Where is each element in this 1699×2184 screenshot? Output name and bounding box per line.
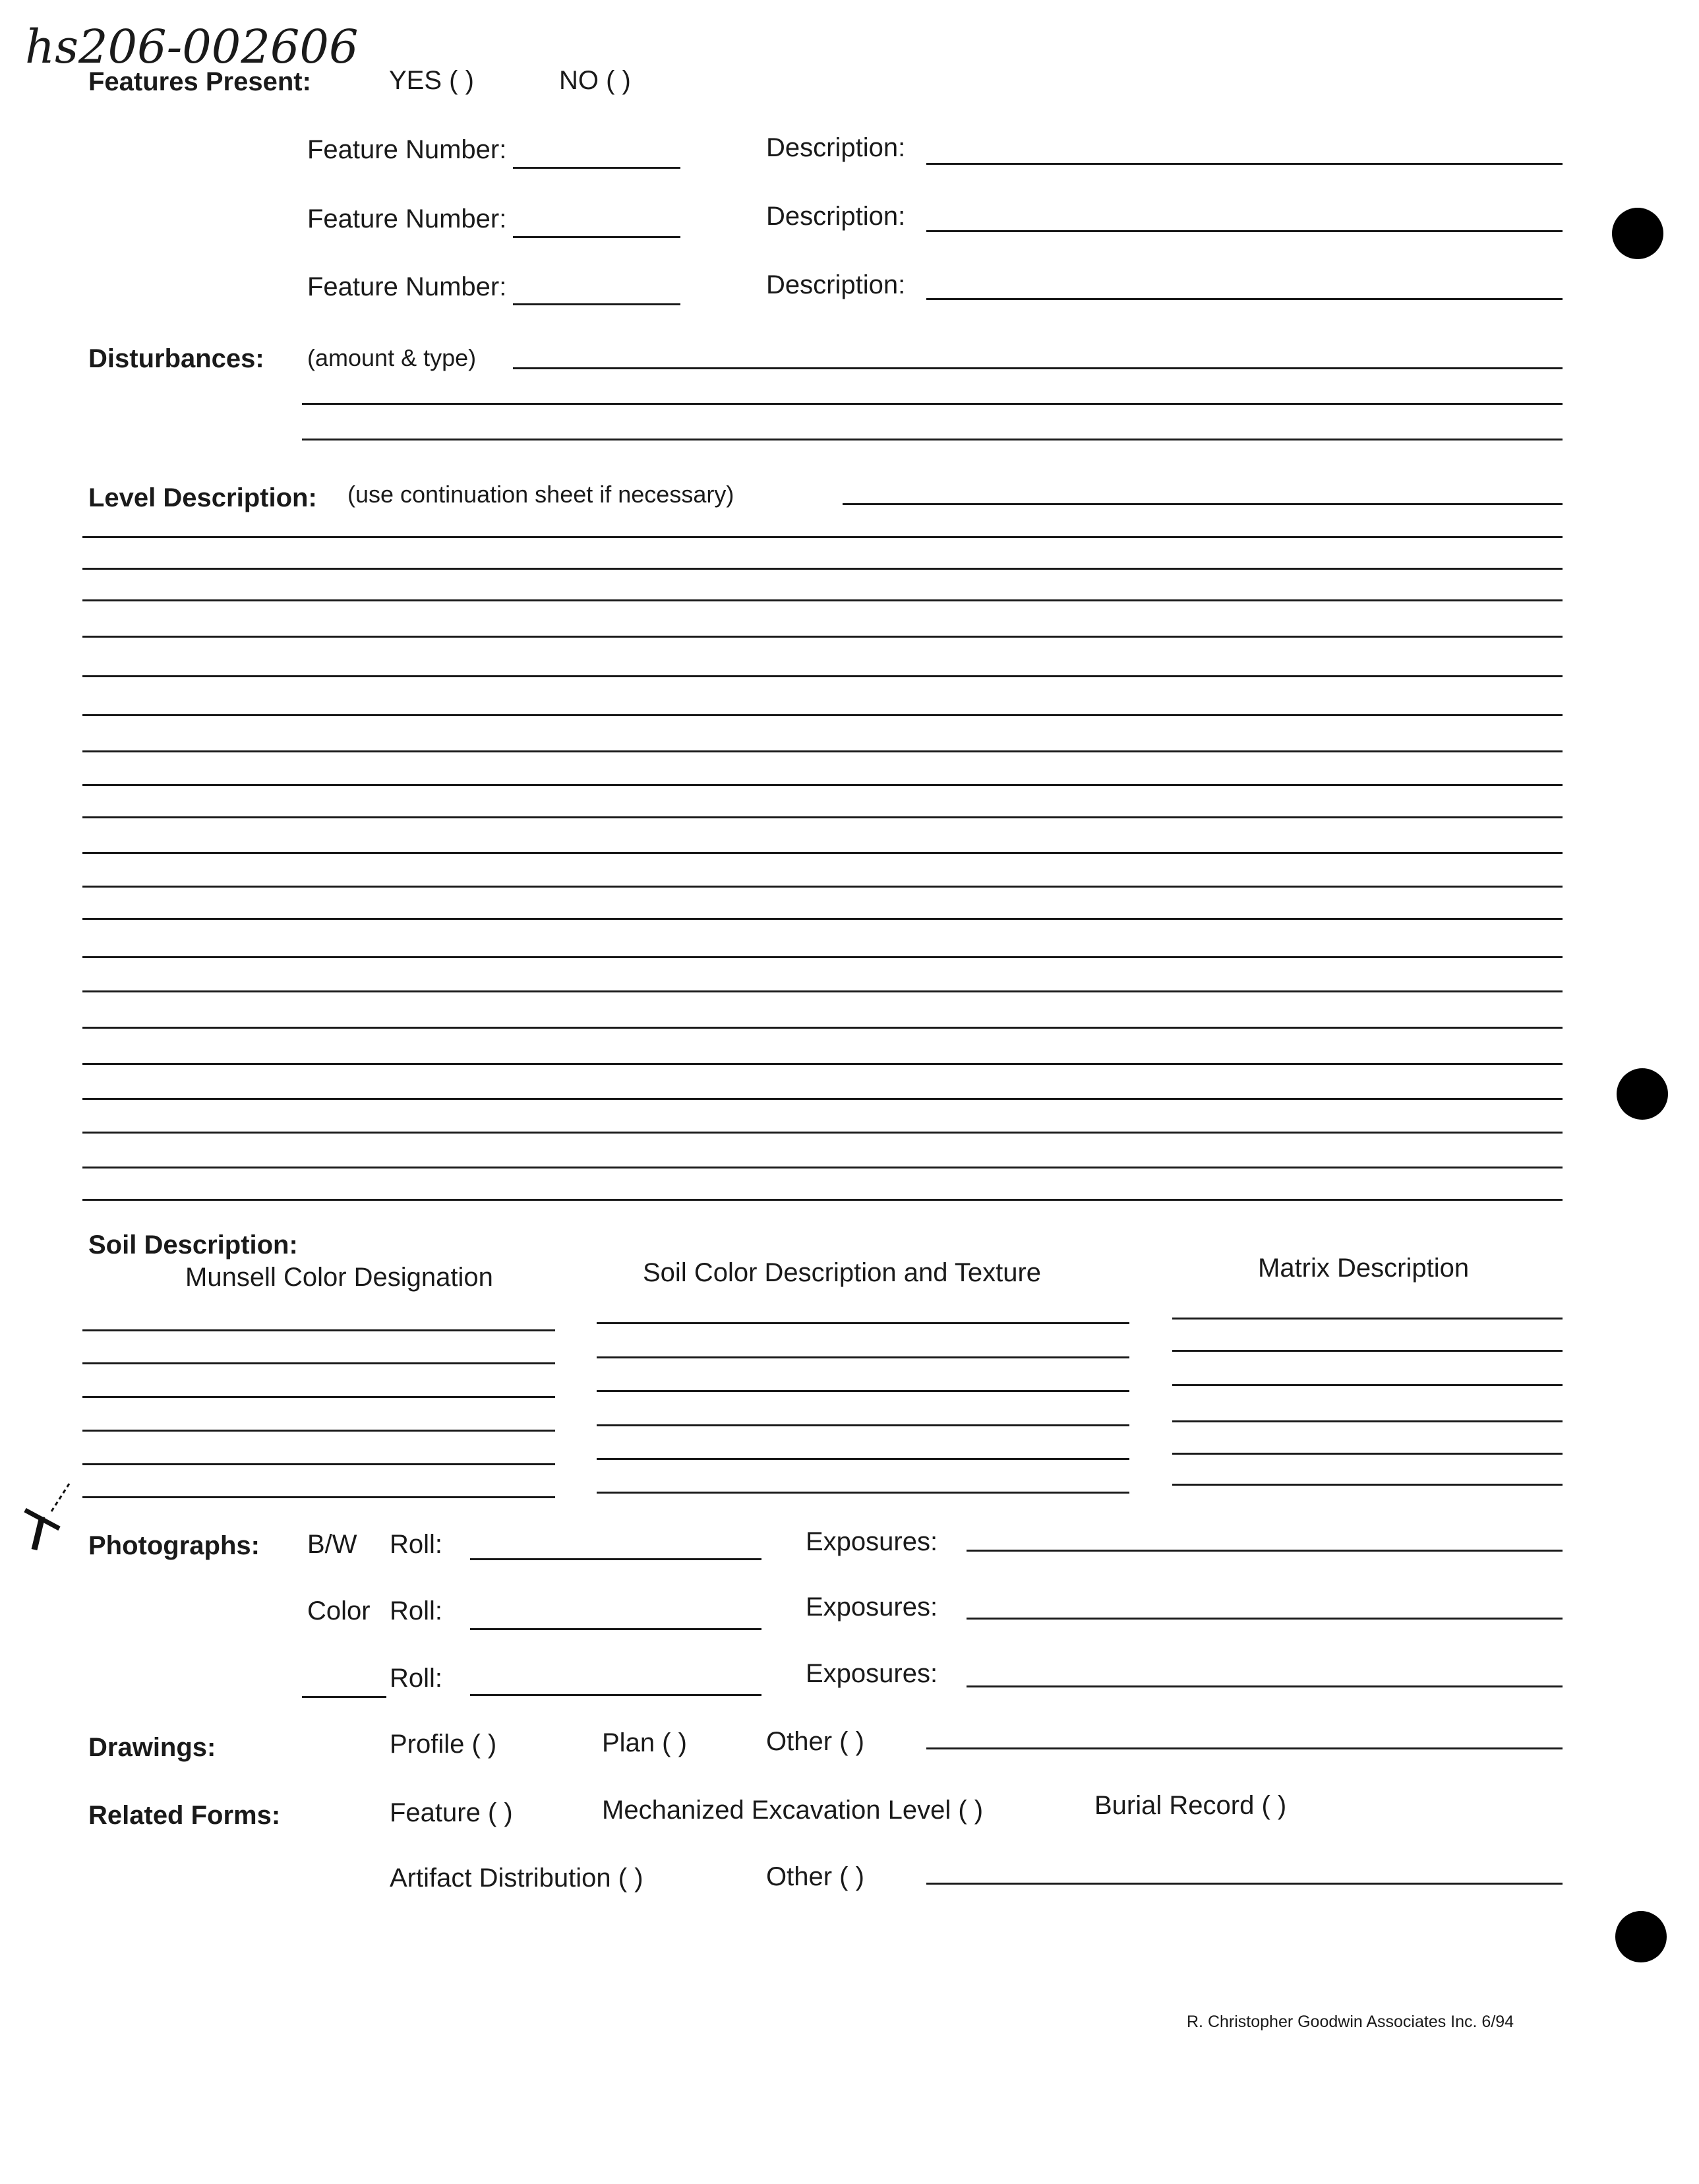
level-description-line[interactable] (82, 1063, 1563, 1065)
matrix-line[interactable] (1172, 1350, 1563, 1352)
features-yes-option[interactable]: YES ( ) (389, 66, 474, 95)
soil-column-matrix: Matrix Description (1258, 1254, 1470, 1283)
level-description-line[interactable] (82, 536, 1563, 538)
level-description-line[interactable] (82, 568, 1563, 570)
level-description-line[interactable] (82, 1132, 1563, 1134)
photographs-label: Photographs: (88, 1531, 260, 1560)
related-other-field[interactable] (926, 1883, 1563, 1885)
photo-roll-field-2[interactable] (470, 1628, 761, 1630)
level-description-line[interactable] (82, 852, 1563, 854)
munsell-line[interactable] (82, 1362, 555, 1364)
description-field-1[interactable] (926, 163, 1563, 165)
soil-color-line[interactable] (597, 1356, 1129, 1358)
level-description-line[interactable] (82, 816, 1563, 818)
level-description-line[interactable] (82, 1167, 1563, 1168)
level-description-line[interactable] (82, 956, 1563, 958)
drawings-profile-option[interactable]: Profile ( ) (390, 1730, 497, 1759)
level-description-line[interactable] (82, 599, 1563, 601)
level-description-line[interactable] (82, 714, 1563, 716)
matrix-line[interactable] (1172, 1384, 1563, 1386)
level-description-line[interactable] (82, 990, 1563, 992)
punch-hole-middle (1617, 1068, 1668, 1120)
photo-exposures-field-2[interactable] (967, 1618, 1563, 1620)
photo-exposures-label-1: Exposures: (806, 1527, 938, 1556)
soil-color-line[interactable] (597, 1492, 1129, 1494)
level-description-line[interactable] (82, 886, 1563, 888)
photo-roll-field-1[interactable] (470, 1558, 761, 1560)
photo-type-field-3[interactable] (302, 1696, 386, 1698)
level-description-hint: (use continuation sheet if necessary) (347, 481, 734, 508)
level-description-line[interactable] (82, 784, 1563, 786)
feature-number-label-3: Feature Number: (307, 272, 507, 301)
features-no-option[interactable]: NO ( ) (559, 66, 631, 95)
level-description-line[interactable] (82, 1098, 1563, 1100)
description-label-2: Description: (766, 202, 906, 231)
description-field-3[interactable] (926, 298, 1563, 300)
level-description-line[interactable] (82, 1199, 1563, 1201)
features-present-label: Features Present: (88, 67, 311, 96)
feature-number-label-2: Feature Number: (307, 204, 507, 233)
photo-exposures-field-3[interactable] (967, 1685, 1563, 1687)
photo-roll-field-3[interactable] (470, 1694, 761, 1696)
handwritten-doc-id: hs206-002606 (25, 20, 359, 74)
feature-number-field-2[interactable] (513, 236, 680, 238)
matrix-line[interactable] (1172, 1453, 1563, 1455)
photo-roll-label-2: Roll: (390, 1596, 443, 1625)
photo-type-color: Color (307, 1596, 371, 1625)
disturbances-line-2[interactable] (302, 403, 1563, 405)
photo-exposures-field-1[interactable] (967, 1550, 1563, 1552)
level-description-line[interactable] (82, 750, 1563, 752)
related-feature-option[interactable]: Feature ( ) (390, 1798, 513, 1827)
munsell-line[interactable] (82, 1463, 555, 1465)
soil-description-label: Soil Description: (88, 1230, 298, 1259)
description-field-2[interactable] (926, 230, 1563, 232)
munsell-line[interactable] (82, 1496, 555, 1498)
photo-exposures-label-3: Exposures: (806, 1659, 938, 1688)
feature-number-label-1: Feature Number: (307, 135, 507, 164)
related-mech-excavation-option[interactable]: Mechanized Excavation Level ( ) (602, 1796, 984, 1825)
disturbances-line-3[interactable] (302, 439, 1563, 440)
disturbances-label: Disturbances: (88, 344, 264, 373)
related-artifact-distribution-option[interactable]: Artifact Distribution ( ) (390, 1864, 643, 1893)
munsell-line[interactable] (82, 1396, 555, 1398)
soil-column-munsell: Munsell Color Designation (185, 1263, 493, 1292)
level-description-line[interactable] (82, 918, 1563, 920)
disturbances-line-1[interactable] (513, 367, 1563, 369)
matrix-line[interactable] (1172, 1420, 1563, 1422)
description-label-3: Description: (766, 270, 906, 299)
photo-roll-label-3: Roll: (390, 1664, 443, 1693)
munsell-line[interactable] (82, 1430, 555, 1432)
related-forms-label: Related Forms: (88, 1801, 281, 1830)
soil-color-line[interactable] (597, 1458, 1129, 1460)
level-description-line[interactable] (82, 1027, 1563, 1029)
drawings-label: Drawings: (88, 1733, 216, 1762)
feature-number-field-1[interactable] (513, 167, 680, 169)
level-description-line[interactable] (82, 675, 1563, 677)
matrix-line[interactable] (1172, 1484, 1563, 1486)
punch-hole-bottom (1615, 1911, 1667, 1962)
drawings-other-field[interactable] (926, 1747, 1563, 1749)
punch-hole-top (1612, 208, 1663, 259)
soil-color-line[interactable] (597, 1322, 1129, 1324)
level-description-line[interactable] (82, 636, 1563, 638)
related-other-option[interactable]: Other ( ) (766, 1862, 864, 1891)
disturbances-hint: (amount & type) (307, 344, 477, 371)
footer-credit: R. Christopher Goodwin Associates Inc. 6/94 (1187, 2013, 1514, 2031)
level-description-line-first[interactable] (843, 503, 1563, 505)
soil-color-line[interactable] (597, 1424, 1129, 1426)
related-burial-record-option[interactable]: Burial Record ( ) (1094, 1791, 1287, 1820)
munsell-line[interactable] (82, 1329, 555, 1331)
drawings-plan-option[interactable]: Plan ( ) (602, 1728, 687, 1757)
drawings-other-option[interactable]: Other ( ) (766, 1727, 864, 1756)
photo-exposures-label-2: Exposures: (806, 1592, 938, 1622)
matrix-line[interactable] (1172, 1318, 1563, 1320)
description-label-1: Description: (766, 133, 906, 162)
feature-number-field-3[interactable] (513, 303, 680, 305)
margin-pen-mark (20, 1471, 79, 1556)
photo-type-bw: B/W (307, 1530, 357, 1559)
soil-color-line[interactable] (597, 1390, 1129, 1392)
photo-roll-label-1: Roll: (390, 1530, 443, 1559)
level-description-label: Level Description: (88, 483, 317, 512)
soil-column-color-texture: Soil Color Description and Texture (643, 1258, 1042, 1287)
